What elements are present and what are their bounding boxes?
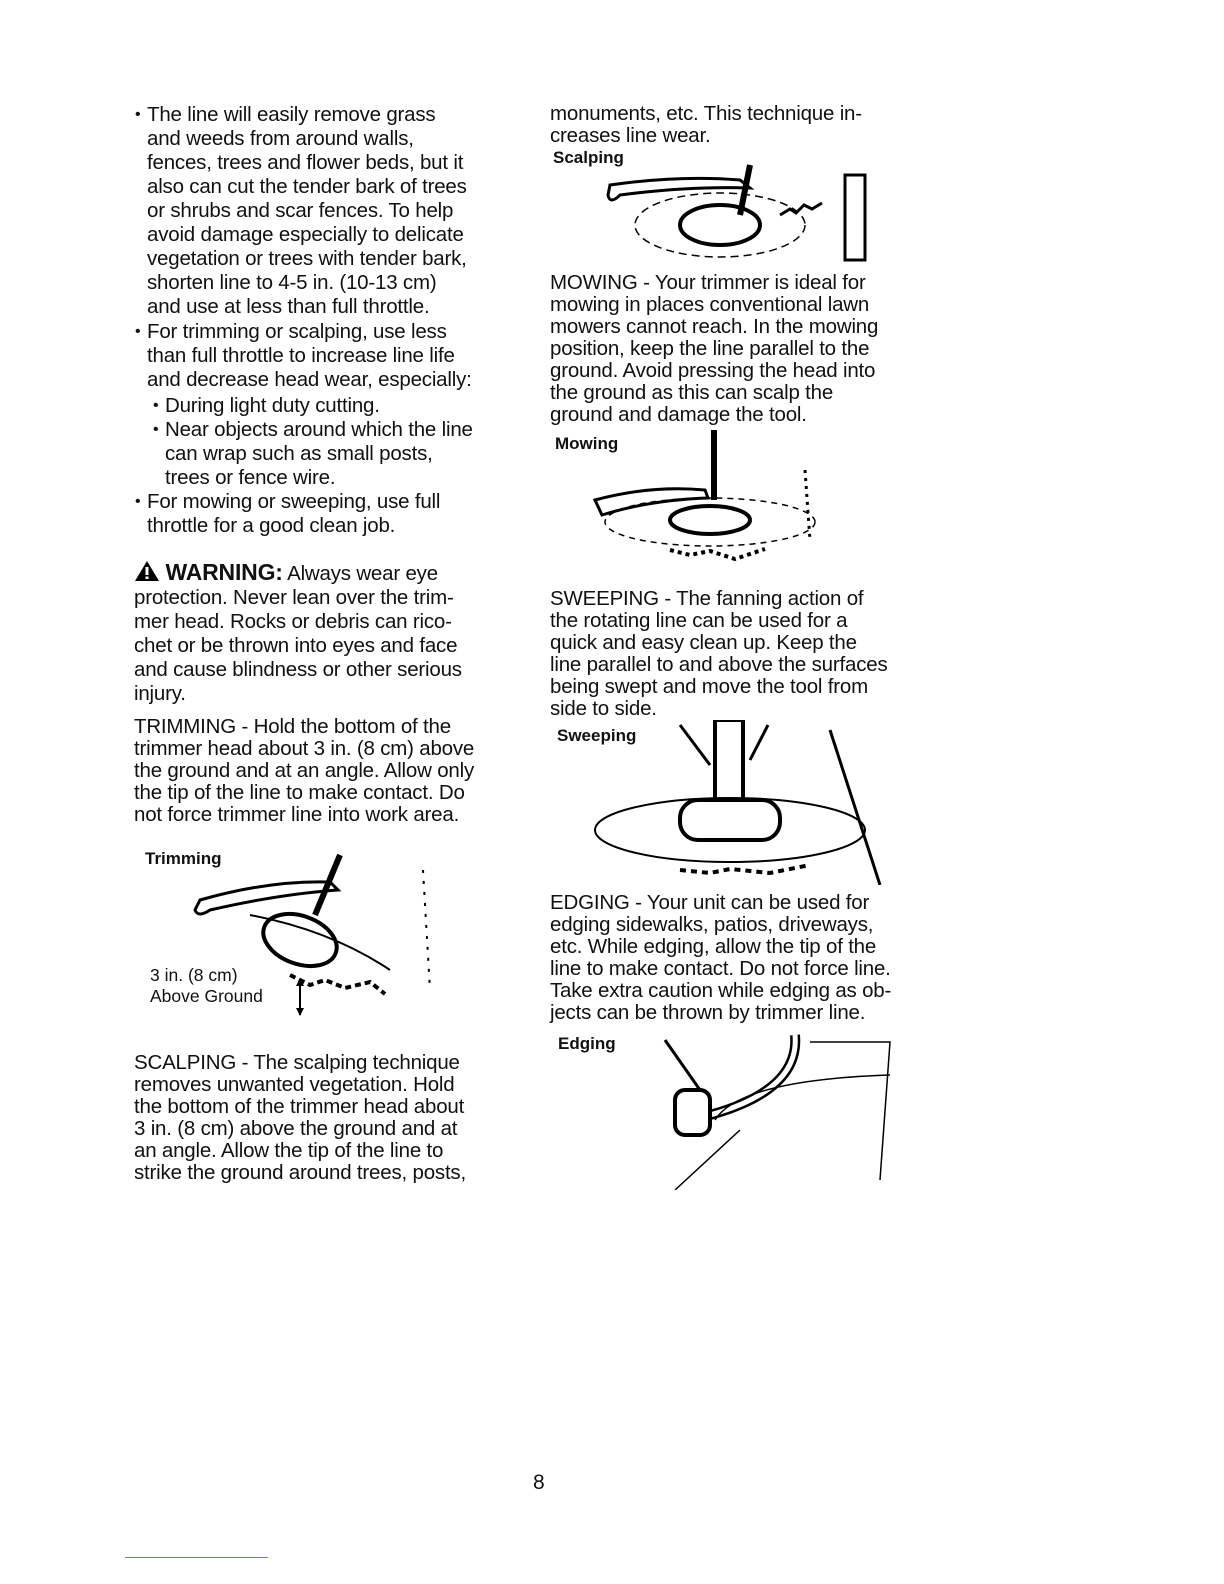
warning-block <box>134 560 462 706</box>
text-line: the bottom of the trimmer head about <box>134 1095 465 1118</box>
text-line: 3 in. (8 cm) <box>150 965 238 985</box>
text-line: During light duty cutting. <box>165 394 380 417</box>
text-line: also can cut the tender bark of trees <box>147 175 467 198</box>
text-line: removes unwanted vegetation. Hold <box>134 1073 455 1096</box>
text-line: an angle. Allow the tip of the line to <box>134 1139 444 1162</box>
footer-rule <box>125 1557 268 1558</box>
bullet-partial-throttle: • For trimming or scalping, use less than full throttle to increase line life and decrease head wear, especially: <box>135 320 472 391</box>
mowing-illustration <box>590 430 830 590</box>
text-line: SWEEPING - The fanning action of <box>550 587 864 610</box>
text-line: or shrubs and scar fences. To help <box>147 199 454 222</box>
text-line: side to side. <box>550 697 657 720</box>
text-line: 3 in. (8 cm) above the ground and at <box>134 1117 458 1140</box>
sweeping-paragraph <box>550 588 888 720</box>
text-line: being swept and move the tool from <box>550 675 868 698</box>
bullet-line-removal: • The line will easily remove grass and weeds from around walls, fences, trees and flower beds, but it also can cut the tender bark of trees or shrubs and scar fences. To help avoid damage especially to delicate vegetation or trees with tender bark, shorten line to 4-5 in. (10-13 cm) and use at less than full throttle. <box>135 103 467 318</box>
sub-bullet-near-objects: • Near objects around which the line can wrap such as small posts, trees or fence wire. <box>153 418 473 489</box>
text-line: ground. Avoid pressing the head into <box>550 359 876 382</box>
text-line: ground and damage the tool. <box>550 403 807 426</box>
text-line: SCALPING - The scalping technique <box>134 1051 460 1074</box>
edging-illustration <box>650 1030 900 1190</box>
text-line: mowers cannot reach. In the mowing <box>550 315 879 338</box>
text-line: creases line wear. <box>550 124 711 147</box>
edging-figure-label: Edging <box>558 1034 616 1053</box>
text-line: line to make contact. Do not force line. <box>550 957 891 980</box>
scalping-paragraph <box>134 1052 466 1184</box>
scalping-figure-label: Scalping <box>553 148 624 167</box>
text-line: Near objects around which the line <box>165 418 473 441</box>
text-line: and weeds from around walls, <box>147 127 414 150</box>
trimming-height-caption <box>150 965 263 1007</box>
scalping-illustration <box>600 160 890 265</box>
text-line: EDGING - Your unit can be used for <box>550 891 870 914</box>
mowing-figure-label: Mowing <box>555 434 619 453</box>
trimming-figure-label: Trimming <box>145 849 222 868</box>
text-line: position, keep the line parallel to the <box>550 337 870 360</box>
edging-paragraph <box>550 892 891 1024</box>
text-line: trimmer head about 3 in. (8 cm) above <box>134 737 475 760</box>
text-line: shorten line to 4-5 in. (10-13 cm) <box>147 271 437 294</box>
text-line: TRIMMING - Hold the bottom of the <box>134 715 451 738</box>
text-line: For trimming or scalping, use less <box>147 320 447 343</box>
text-line: throttle for a good clean job. <box>147 514 396 537</box>
text-line: The line will easily remove grass <box>147 103 436 126</box>
mowing-paragraph <box>550 272 878 426</box>
text-line: injury. <box>134 682 186 705</box>
text-line: edging sidewalks, patios, driveways, <box>550 913 874 936</box>
bullet-full-throttle: • For mowing or sweeping, use full throttle for a good clean job. <box>135 490 441 537</box>
text-line: MOWING - Your trimmer is ideal for <box>550 271 866 294</box>
text-line: strike the ground around trees, posts, <box>134 1161 466 1184</box>
text-line: the ground and at an angle. Allow only <box>134 759 475 782</box>
sub-bullet-light-duty: • During light duty cutting. <box>153 394 380 417</box>
text-line: the tip of the line to make contact. Do <box>134 781 465 804</box>
text-line: can wrap such as small posts, <box>165 442 433 465</box>
text-line: and cause blindness or other serious <box>134 658 462 681</box>
text-line: and decrease head wear, especially: <box>147 368 472 391</box>
text-line: chet or be thrown into eyes and face <box>134 634 458 657</box>
text-line: Above Ground <box>150 986 263 1006</box>
trimming-paragraph <box>134 716 474 826</box>
warning-label: WARNING: <box>165 559 283 585</box>
text-line: vegetation or trees with tender bark, <box>147 247 467 270</box>
sweeping-figure-label: Sweeping <box>557 726 637 745</box>
text-line: etc. While edging, allow the tip of the <box>550 935 877 958</box>
text-line: not force trimmer line into work area. <box>134 803 460 826</box>
text-line: protection. Never lean over the trim- <box>134 586 454 609</box>
text-line: trees or fence wire. <box>165 466 336 489</box>
warning-text-start: Always wear eye <box>287 562 438 585</box>
text-line: quick and easy clean up. Keep the <box>550 631 857 654</box>
text-line: mer head. Rocks or debris can rico- <box>134 610 452 633</box>
text-line: fences, trees and flower beds, but it <box>147 151 464 174</box>
text-line: than full throttle to increase line life <box>147 344 455 367</box>
text-line: jects can be thrown by trimmer line. <box>550 1001 866 1024</box>
warning-triangle-icon <box>134 560 160 582</box>
text-line: line parallel to and above the surfaces <box>550 653 888 676</box>
text-line: Take extra caution while edging as ob- <box>550 979 892 1002</box>
text-line: mowing in places conventional lawn <box>550 293 870 316</box>
text-line: and use at less than full throttle. <box>147 295 430 318</box>
sweeping-illustration <box>590 720 890 885</box>
text-line: the ground as this can scalp the <box>550 381 834 404</box>
text-line: monuments, etc. This technique in- <box>550 102 862 125</box>
text-line: For mowing or sweeping, use full <box>147 490 441 513</box>
page-number: 8 <box>533 1471 545 1494</box>
text-line: avoid damage especially to delicate <box>147 223 464 246</box>
scalping-paragraph-continued <box>550 103 862 147</box>
text-line: the rotating line can be used for a <box>550 609 848 632</box>
